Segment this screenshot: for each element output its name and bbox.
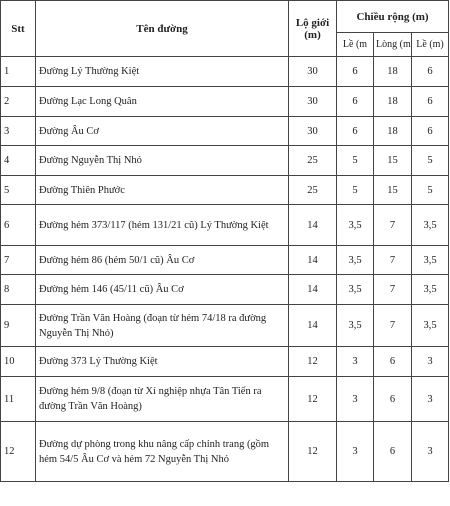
- cell-le-right: 3,5: [412, 246, 449, 275]
- cell-le-right: 3: [412, 377, 449, 422]
- cell-stt: 12: [1, 422, 36, 482]
- table-row: [1, 176, 449, 205]
- table-row: [1, 246, 449, 275]
- cell-le-left: 3: [337, 347, 374, 377]
- cell-le-right: 5: [412, 146, 449, 176]
- header-long: Lòng (m: [374, 33, 412, 57]
- table-row: [1, 57, 449, 87]
- cell-lo-gioi: 12: [289, 347, 337, 377]
- cell-lo-gioi: 25: [289, 146, 337, 176]
- cell-stt: 1: [1, 57, 36, 87]
- cell-lo-gioi: 30: [289, 57, 337, 87]
- cell-long: 6: [374, 422, 412, 482]
- cell-lo-gioi: 12: [289, 422, 337, 482]
- cell-le-left: 3,5: [337, 305, 374, 347]
- cell-le-left: 6: [337, 117, 374, 146]
- header-le-right: Lề (m): [412, 33, 449, 57]
- table-row: [1, 275, 449, 305]
- cell-name: Đường Trần Văn Hoàng (đoạn từ hẻm 74/18 ra đường Nguyễn Thị Nhỏ): [36, 305, 289, 347]
- cell-le-left: 3,5: [337, 275, 374, 305]
- cell-lo-gioi: 12: [289, 377, 337, 422]
- cell-long: 15: [374, 146, 412, 176]
- cell-lo-gioi: 25: [289, 176, 337, 205]
- cell-long: 15: [374, 176, 412, 205]
- header-lo-gioi: Lộ giới (m): [289, 1, 337, 57]
- cell-le-left: 5: [337, 176, 374, 205]
- cell-le-left: 3,5: [337, 205, 374, 246]
- cell-name: Đường dự phòng trong khu nâng cấp chỉnh trang (gồm hẻm 54/5 Âu Cơ và hẻm 72 Nguyễn Thị Nhỏ: [36, 422, 289, 482]
- table-row: [1, 146, 449, 176]
- table-row: [1, 422, 449, 482]
- cell-lo-gioi: 14: [289, 246, 337, 275]
- cell-long: 18: [374, 87, 412, 117]
- cell-stt: 9: [1, 305, 36, 347]
- cell-name: Đường hẻm 86 (hẻm 50/1 cũ) Âu Cơ: [36, 246, 289, 275]
- table-row: [1, 377, 449, 422]
- cell-long: 6: [374, 377, 412, 422]
- cell-stt: 2: [1, 87, 36, 117]
- cell-le-right: 5: [412, 176, 449, 205]
- cell-le-right: 3,5: [412, 275, 449, 305]
- cell-le-left: 3: [337, 422, 374, 482]
- cell-name: Đường hẻm 373/117 (hẻm 131/21 cũ) Lý Thường Kiệt: [36, 205, 289, 246]
- cell-name: Đường Âu Cơ: [36, 117, 289, 146]
- cell-name: Đường Thiên Phước: [36, 176, 289, 205]
- cell-le-right: 3,5: [412, 305, 449, 347]
- cell-stt: 5: [1, 176, 36, 205]
- cell-le-right: 3,5: [412, 205, 449, 246]
- cell-long: 7: [374, 305, 412, 347]
- header-le-left: Lề (m: [337, 33, 374, 57]
- table-row: [1, 347, 449, 377]
- cell-lo-gioi: 14: [289, 205, 337, 246]
- cell-name: Đường hẻm 146 (45/11 cũ) Âu Cơ: [36, 275, 289, 305]
- cell-lo-gioi: 30: [289, 117, 337, 146]
- cell-le-left: 6: [337, 57, 374, 87]
- cell-stt: 4: [1, 146, 36, 176]
- cell-long: 7: [374, 246, 412, 275]
- cell-long: 7: [374, 275, 412, 305]
- cell-stt: 10: [1, 347, 36, 377]
- header-stt: Stt: [1, 1, 36, 57]
- table-row: [1, 87, 449, 117]
- table-row: [1, 305, 449, 347]
- header-ten-duong: Tên đường: [36, 1, 289, 57]
- cell-long: 6: [374, 347, 412, 377]
- cell-name: Đường Lý Thường Kiệt: [36, 57, 289, 87]
- cell-le-right: 6: [412, 57, 449, 87]
- cell-le-left: 6: [337, 87, 374, 117]
- cell-name: Đường Lạc Long Quân: [36, 87, 289, 117]
- cell-lo-gioi: 30: [289, 87, 337, 117]
- cell-stt: 8: [1, 275, 36, 305]
- cell-stt: 11: [1, 377, 36, 422]
- cell-lo-gioi: 14: [289, 275, 337, 305]
- cell-le-left: 3,5: [337, 246, 374, 275]
- cell-long: 18: [374, 117, 412, 146]
- cell-stt: 7: [1, 246, 36, 275]
- header-chieu-rong: Chiều rộng (m): [337, 1, 449, 33]
- cell-lo-gioi: 14: [289, 305, 337, 347]
- cell-le-right: 3: [412, 422, 449, 482]
- cell-name: Đường hẻm 9/8 (đoạn từ Xí nghiệp nhựa Tân Tiến ra đường Trần Văn Hoàng): [36, 377, 289, 422]
- cell-long: 18: [374, 57, 412, 87]
- cell-le-left: 5: [337, 146, 374, 176]
- cell-le-left: 3: [337, 377, 374, 422]
- cell-name: Đường 373 Lý Thường Kiệt: [36, 347, 289, 377]
- cell-long: 7: [374, 205, 412, 246]
- cell-name: Đường Nguyễn Thị Nhỏ: [36, 146, 289, 176]
- cell-le-right: 6: [412, 87, 449, 117]
- table-row: [1, 117, 449, 146]
- cell-stt: 6: [1, 205, 36, 246]
- cell-stt: 3: [1, 117, 36, 146]
- cell-le-right: 6: [412, 117, 449, 146]
- table-row: [1, 205, 449, 246]
- cell-le-right: 3: [412, 347, 449, 377]
